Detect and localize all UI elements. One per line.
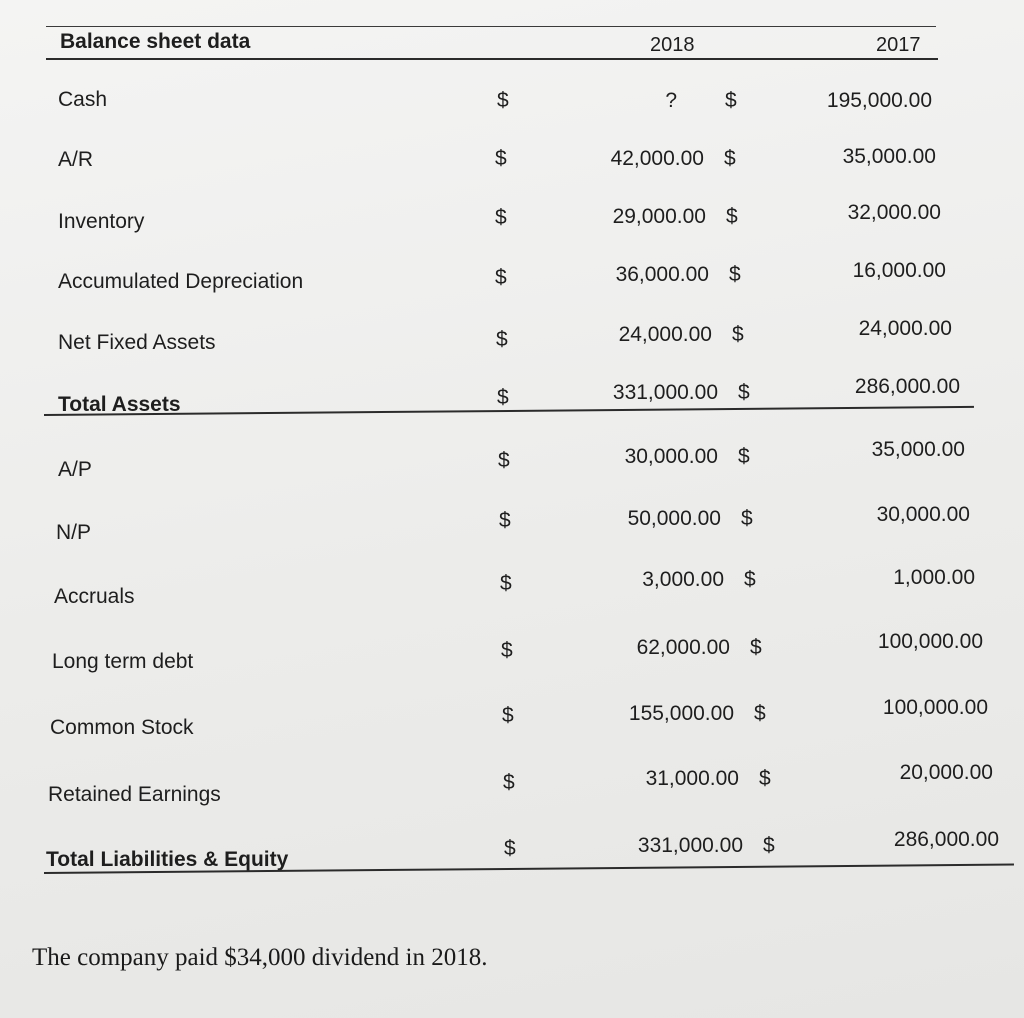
row-label: Common Stock [50, 716, 194, 739]
top-rule [46, 26, 936, 27]
value-2018: 331,000.00 [612, 381, 718, 404]
dollar-sign-2017: $ [750, 636, 762, 659]
dollar-sign-2018: $ [504, 837, 516, 860]
dollar-sign-2017: $ [725, 89, 737, 112]
row-label: Retained Earnings [48, 783, 221, 806]
dollar-sign-2017: $ [744, 568, 756, 591]
dollar-sign-2017: $ [729, 263, 741, 286]
column-header-2018: 2018 [650, 34, 695, 56]
dollar-sign-2018: $ [499, 509, 511, 532]
value-2018: 29,000.00 [612, 205, 706, 228]
row-label: Total Liabilities & Equity [46, 848, 289, 871]
dollar-sign-2018: $ [495, 147, 507, 170]
value-2017: 35,000.00 [871, 438, 965, 461]
dollar-sign-2018: $ [495, 206, 507, 229]
value-2018: 155,000.00 [628, 702, 734, 725]
sheet-title: Balance sheet data [60, 30, 251, 53]
row-label: Accumulated Depreciation [58, 270, 304, 293]
dollar-sign-2017: $ [738, 445, 750, 468]
dollar-sign-2017: $ [724, 147, 736, 170]
dollar-sign-2018: $ [498, 449, 510, 472]
value-2017: 100,000.00 [877, 630, 983, 653]
value-2018: 62,000.00 [636, 636, 730, 659]
dollar-sign-2018: $ [500, 572, 512, 595]
row-label: Accruals [54, 585, 135, 608]
dollar-sign-2018: $ [502, 704, 514, 727]
dollar-sign-2017: $ [763, 834, 775, 857]
column-header-2017: 2017 [876, 34, 921, 56]
row-label: Net Fixed Assets [58, 331, 216, 354]
value-2017: 20,000.00 [899, 761, 993, 784]
header-underline [46, 58, 938, 60]
dollar-sign-2018: $ [497, 89, 509, 112]
row-label: A/P [58, 458, 92, 481]
value-2017: 24,000.00 [858, 317, 952, 340]
row-label: A/R [58, 148, 94, 171]
value-2017: 286,000.00 [893, 828, 999, 851]
value-2018: 50,000.00 [627, 507, 721, 530]
value-2018: 24,000.00 [618, 323, 712, 346]
dollar-sign-2018: $ [503, 771, 515, 794]
row-label: Long term debt [52, 650, 194, 673]
value-2018: ? [665, 89, 677, 112]
value-2018: 331,000.00 [637, 834, 743, 857]
dollar-sign-2018: $ [496, 328, 508, 351]
dividend-note: The company paid $34,000 dividend in 2018. [32, 944, 488, 971]
dollar-sign-2017: $ [759, 767, 771, 790]
value-2017: 286,000.00 [854, 375, 960, 398]
value-2018: 42,000.00 [610, 147, 704, 170]
value-2018: 36,000.00 [615, 263, 709, 286]
value-2018: 30,000.00 [624, 445, 718, 468]
value-2017: 1,000.00 [893, 566, 975, 589]
value-2017: 195,000.00 [826, 89, 932, 112]
value-2018: 3,000.00 [642, 568, 724, 591]
dollar-sign-2018: $ [497, 386, 509, 409]
dollar-sign-2018: $ [495, 266, 507, 289]
row-label: Inventory [58, 210, 145, 233]
value-2017: 35,000.00 [842, 145, 936, 168]
row-label: Total Assets [58, 393, 181, 416]
value-2017: 16,000.00 [852, 259, 946, 282]
value-2017: 32,000.00 [847, 201, 941, 224]
value-2017: 100,000.00 [882, 696, 988, 719]
dollar-sign-2017: $ [741, 507, 753, 530]
row-label: N/P [56, 521, 92, 544]
dollar-sign-2017: $ [738, 381, 750, 404]
dollar-sign-2017: $ [754, 702, 766, 725]
value-2017: 30,000.00 [876, 503, 970, 526]
row-label: Cash [58, 88, 108, 111]
dollar-sign-2018: $ [501, 639, 513, 662]
dollar-sign-2017: $ [732, 323, 744, 346]
dollar-sign-2017: $ [726, 205, 738, 228]
value-2018: 31,000.00 [645, 767, 739, 790]
